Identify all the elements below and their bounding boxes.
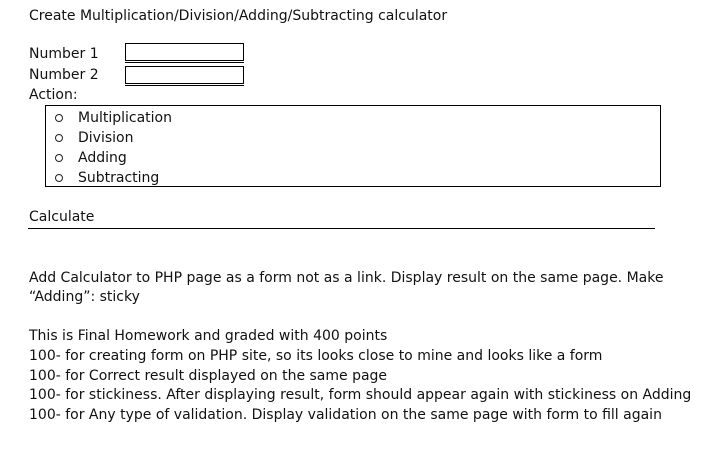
radio-circle-icon[interactable] <box>55 174 63 182</box>
grading-line: 100- for Any type of validation. Display validation on the same page with form to fill again <box>29 407 662 423</box>
grading-line: This is Final Homework and graded with 400 points <box>29 328 388 344</box>
grading-line: 100- for creating form on PHP site, so its looks close to mine and looks like a form <box>29 348 603 364</box>
grading-line: 100- for stickiness. After displaying result, form should appear again with stickiness on Adding <box>29 387 692 403</box>
action-label: Action: <box>29 87 78 103</box>
grading-line: 100- for Correct result displayed on the same page <box>29 368 388 384</box>
page-title: Create Multiplication/Division/Adding/Subtracting calculator <box>29 8 448 24</box>
option-label: Multiplication <box>78 110 172 126</box>
instruction-line: “Adding”: sticky <box>29 289 140 305</box>
radio-circle-icon[interactable] <box>55 134 63 142</box>
option-label: Subtracting <box>78 170 160 186</box>
option-label: Division <box>78 130 134 146</box>
option-label: Adding <box>78 150 127 166</box>
option-subtracting[interactable] <box>54 169 159 187</box>
number1-input[interactable] <box>125 43 244 61</box>
action-options-box <box>45 105 661 187</box>
calculate-button[interactable]: Calculate <box>29 209 95 225</box>
instruction-line: Add Calculator to PHP page as a form not as a link. Display result on the same page. Make <box>29 270 664 286</box>
number1-input-underline <box>125 62 244 63</box>
number2-input[interactable] <box>125 66 244 84</box>
option-division[interactable] <box>54 129 133 147</box>
radio-circle-icon[interactable] <box>55 114 63 122</box>
number1-label: Number 1 <box>29 46 99 62</box>
number2-label: Number 2 <box>29 67 99 83</box>
calculate-divider <box>28 228 655 229</box>
number2-input-underline <box>125 85 244 86</box>
radio-circle-icon[interactable] <box>55 154 63 162</box>
option-multiplication[interactable] <box>54 109 172 127</box>
option-adding[interactable] <box>54 149 127 167</box>
